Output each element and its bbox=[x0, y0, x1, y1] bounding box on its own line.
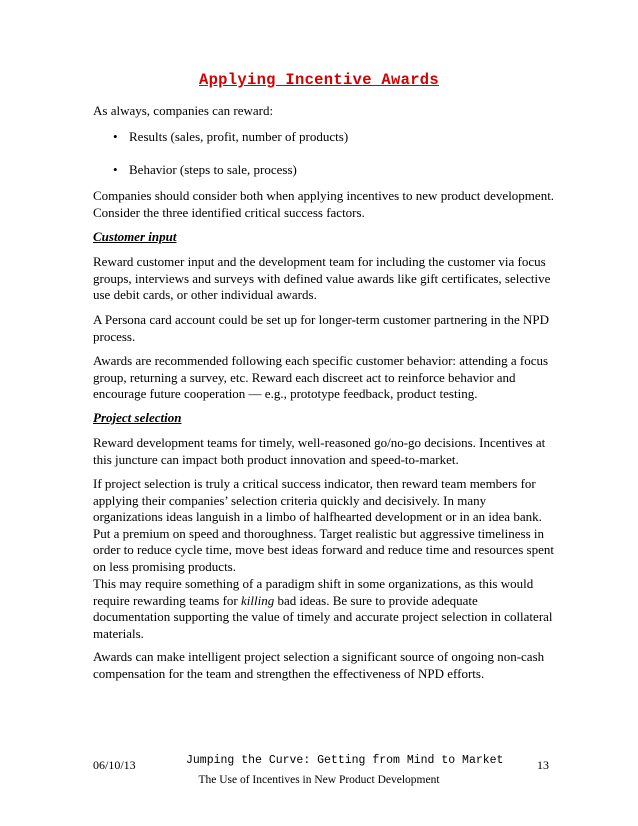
paragraph bbox=[93, 353, 561, 403]
emphasis-killing: killing bbox=[241, 592, 275, 608]
paragraph-line: materials. bbox=[93, 625, 144, 641]
paragraph-line: use debit cards, or other individual awards. bbox=[93, 287, 317, 302]
paragraph-line: Companies should consider both when applying incentives to new product development. bbox=[93, 188, 555, 203]
paragraph-line: documentation supporting the value of timely and accurate project selection in collateral bbox=[93, 609, 553, 624]
paragraph-line: Reward development teams for timely, well-reasoned go/no-go decisions. Incentives at bbox=[93, 435, 546, 450]
paragraph-line: compensation for the team and strengthen the effectiveness of NPD efforts. bbox=[93, 665, 485, 681]
paragraph-line: Consider the three identified critical success factors. bbox=[93, 204, 365, 220]
footer-running-title: Jumping the Curve: Getting from Mind to Market bbox=[186, 754, 504, 767]
paragraph bbox=[93, 476, 561, 575]
paragraph bbox=[93, 576, 561, 642]
paragraph-line: process. bbox=[93, 328, 136, 344]
text-run: require rewarding teams for bbox=[93, 592, 241, 608]
bullet-text: Behavior (steps to sale, process) bbox=[129, 162, 297, 177]
paragraph-line: Awards can make intelligent project selection a significant source of ongoing non-cash bbox=[93, 649, 545, 664]
bullet-dot-icon: • bbox=[113, 162, 118, 177]
paragraph-line: Reward customer input and the development team for including the customer via focus bbox=[93, 254, 546, 269]
paragraph-line: Awards are recommended following each specific customer behavior: attending a focus bbox=[93, 353, 549, 368]
section-heading-project-selection: Project selection bbox=[93, 410, 182, 425]
paragraph-line: this juncture can impact both product innovation and speed-to-market. bbox=[93, 451, 459, 467]
paragraph-line: applying their companies’ selection criteria quickly and decisively. In many bbox=[93, 492, 487, 508]
paragraph-line: Put a premium on speed and thoroughness. Target realistic but aggressive timeliness in bbox=[93, 525, 544, 541]
bullet-item bbox=[113, 162, 297, 179]
paragraph-line: organizations ideas languish in a limbo of halfhearted development or in an idea bank. bbox=[93, 509, 542, 524]
paragraph bbox=[93, 254, 561, 304]
paragraph-line: A Persona card account could be set up for longer-term customer partnering in the NPD bbox=[93, 312, 550, 327]
paragraph-line bbox=[93, 593, 561, 610]
paragraph bbox=[93, 649, 561, 682]
section-heading-customer-input: Customer input bbox=[93, 229, 177, 244]
intro-text: As always, companies can reward: bbox=[93, 103, 274, 118]
paragraph-line: on less promising products. bbox=[93, 558, 236, 574]
paragraph bbox=[93, 188, 561, 221]
paragraph-line: groups, interviews and surveys with defined value awards like gift certificates, selective bbox=[93, 270, 551, 286]
footer-subtitle: The Use of Incentives in New Product Development bbox=[198, 774, 440, 786]
text-run: bad ideas. Be sure to provide adequate bbox=[274, 592, 478, 608]
bullet-text: Results (sales, profit, number of products) bbox=[129, 129, 349, 144]
paragraph-line: This may require something of a paradigm shift in some organizations, as this would bbox=[93, 576, 534, 591]
paragraph-line: If project selection is truly a critical success indicator, then reward team members for bbox=[93, 476, 536, 491]
bullet-item bbox=[113, 129, 348, 146]
footer-page-number: 13 bbox=[537, 758, 549, 772]
paragraph-line: encourage future cooperation — e.g., prototype feedback, product testing. bbox=[93, 386, 478, 401]
paragraph bbox=[93, 312, 561, 345]
footer-date: 06/10/13 bbox=[93, 758, 136, 772]
paragraph-line: order to reduce cycle time, move best ideas forward and reduce time and resources spent bbox=[93, 542, 554, 557]
paragraph bbox=[93, 435, 561, 468]
paragraph-line: group, returning a survey, etc. Reward each discreet act to reinforce behavior and bbox=[93, 369, 516, 385]
page-title: Applying Incentive Awards bbox=[198, 71, 440, 89]
bullet-dot-icon: • bbox=[113, 129, 118, 144]
